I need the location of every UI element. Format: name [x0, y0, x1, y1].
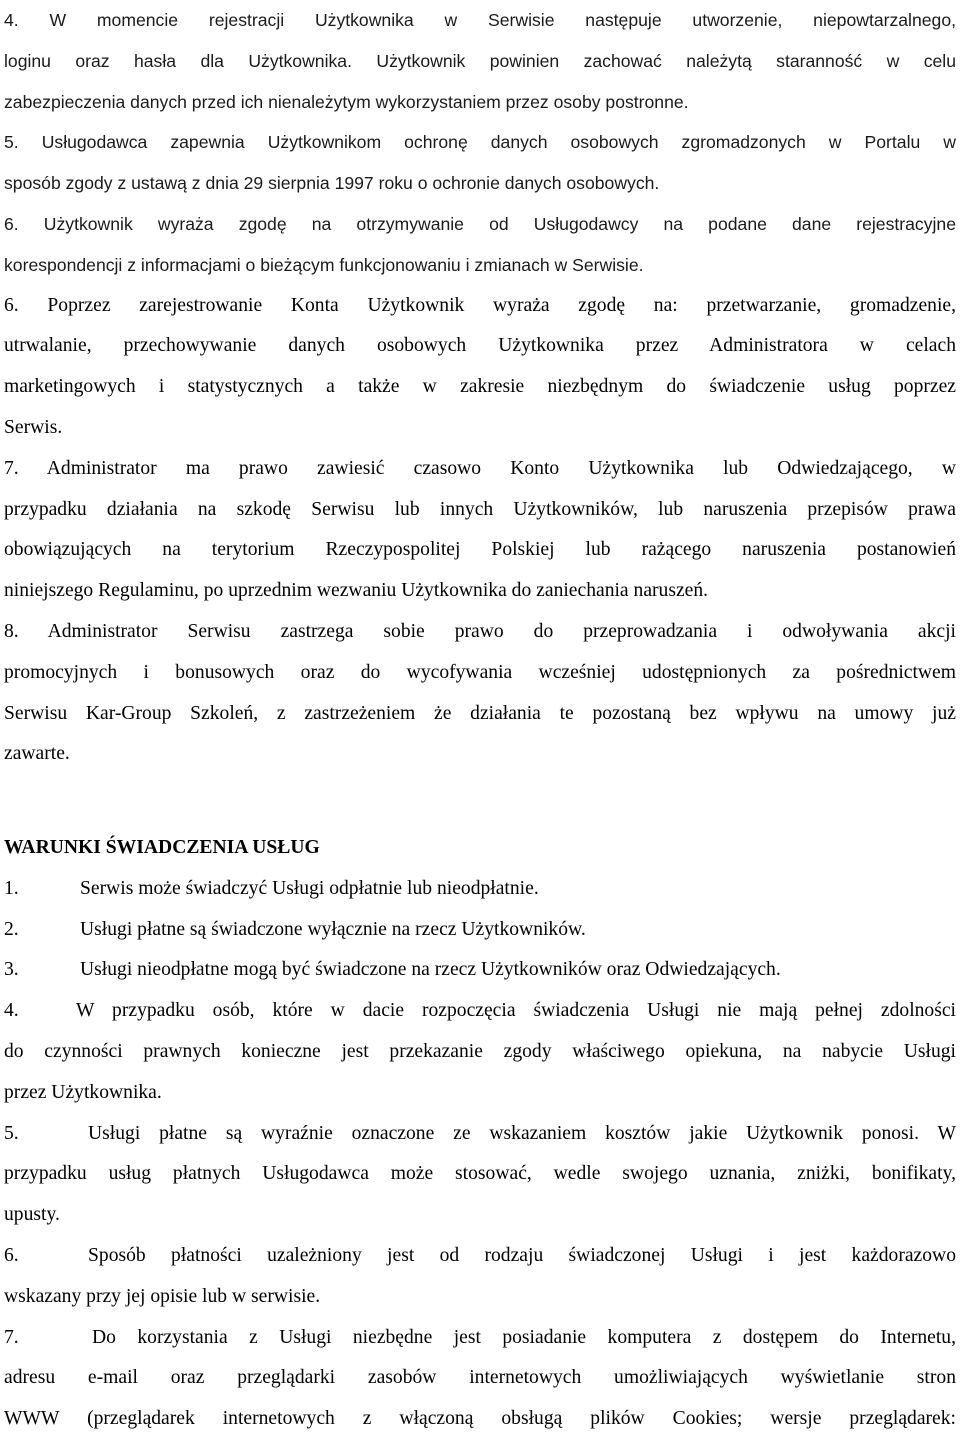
list-item-text: Serwis może świadczyć Usługi odpłatnie lub nieodpłatnie.: [80, 877, 539, 899]
list-item-number: 1.: [4, 877, 19, 899]
paragraph-4-line-2: loginu oraz hasła dla Użytkownika. Użytkownik powinien zachować należytą staranność w celu: [4, 50, 956, 71]
list-item-text: Usługi nieodpłatne mogą być świadczone na rzecz Użytkowników oraz Odwiedzających.: [80, 959, 781, 981]
list-item-5: [4, 1114, 956, 1155]
list-item-number: 5.: [4, 1122, 19, 1144]
list-item-6-line-2: wskazany przy jej opisie lub w serwisie.: [4, 1285, 321, 1307]
list-item-7-line-2: adresu e-mail oraz przeglądarki zasobów internetowych umożliwiających wyświetlanie stron: [4, 1367, 956, 1389]
paragraph-8-line-4: zawarte.: [4, 743, 70, 765]
list-item-number: 7.: [4, 1326, 19, 1348]
paragraph-5-line-2: sposób zgody z ustawą z dnia 29 sierpnia 1997 roku o ochronie danych osobowych.: [4, 173, 660, 194]
list-item-number: 4.: [4, 1000, 19, 1022]
list-item-4-line-3: przez Użytkownika.: [4, 1081, 162, 1103]
paragraph-6a-line-1: 6. Użytkownik wyraża zgodę na otrzymywanie od Usługodawcy na podane dane rejestracyjne: [4, 213, 956, 234]
paragraph-8-line-2: promocyjnych i bonusowych oraz do wycofywania wcześniej udostępnionych za pośrednictwem: [4, 661, 956, 683]
paragraph-6b-line-3: marketingowych i statystycznych a także w zakresie niezbędnym do świadczenie usług poprzez: [4, 376, 956, 398]
paragraph-7-line-1: 7. Administrator ma prawo zawiesić czasowo Konto Użytkownika lub Odwiedzającego, w: [4, 457, 956, 479]
paragraph-6b-line-1: 6. Poprzez zarejestrowanie Konta Użytkownik wyraża zgodę na: przetwarzanie, gromadzenie,: [4, 294, 956, 316]
document-page: [4, 0, 956, 1440]
list-item-6: [4, 1236, 956, 1277]
list-item-number: 6.: [4, 1244, 19, 1266]
paragraph-4-line-3: zabezpieczenia danych przed ich nienależytym wykorzystaniem przez osoby postronne.: [4, 91, 689, 112]
list-item-3: [4, 950, 956, 991]
list-item-number: 3.: [4, 959, 19, 981]
list-item-5-line-3: upusty.: [4, 1204, 60, 1226]
paragraph-7-line-4: niniejszego Regulaminu, po uprzednim wezwaniu Użytkownika do zaniechania naruszeń.: [4, 580, 709, 602]
paragraph-7-line-2: przypadku działania na szkodę Serwisu lub innych Użytkowników, lub naruszenia przepisów prawa: [4, 498, 956, 520]
list-item-7: [4, 1318, 956, 1359]
paragraph-4-line-1: 4. W momencie rejestracji Użytkownika w Serwisie następuje utworzenie, niepowtarzalnego,: [4, 10, 956, 30]
section-heading: WARUNKI ŚWIADCZENIA USŁUG: [4, 836, 320, 858]
list-item-5-line-2: przypadku usług płatnych Usługodawca może stosować, wedle swojego uznania, zniżki, bonifikaty,: [4, 1163, 956, 1185]
list-item-text: Sposób płatności uzależniony jest od rodzaju świadczonej Usługi i jest każdorazowo: [88, 1244, 956, 1266]
list-item-4-line-2: do czynności prawnych konieczne jest przekazanie zgody właściwego opiekuna, na nabycie Usługi: [4, 1040, 956, 1062]
list-item-number: 2.: [4, 918, 19, 940]
paragraph-8-line-1: 8. Administrator Serwisu zastrzega sobie prawo do przeprowadzania i odwoływania akcji: [4, 620, 956, 642]
paragraph-7-line-3: obowiązujących na terytorium Rzeczypospolitej Polskiej lub rażącego naruszenia postanowień: [4, 539, 956, 561]
list-item-text: Usługi płatne są świadczone wyłącznie na rzecz Użytkowników.: [80, 918, 586, 940]
list-item-text: W przypadku osób, które w dacie rozpoczęcia świadczenia Usługi nie mają pełnej zdolności: [76, 1000, 956, 1022]
paragraph-5-line-1: 5. Usługodawca zapewnia Użytkownikom ochronę danych osobowych zgromadzonych w Portalu w: [4, 132, 956, 153]
paragraph-8-line-3: Serwisu Kar-Group Szkoleń, z zastrzeżeniem że działania te pozostaną bez wpływu na umowy już: [4, 702, 956, 724]
paragraph-6a-line-2: korespondencji z informacjami o bieżącym funkcjonowaniu i zmianach w Serwisie.: [4, 254, 644, 275]
list-item-1: [4, 869, 956, 910]
list-item-2: [4, 910, 956, 951]
section-spacer: [4, 775, 956, 816]
list-item-7-line-3: WWW (przeglądarek internetowych z włączoną obsługą plików Cookies; wersje przeglądarek:: [4, 1408, 956, 1430]
paragraph-6b-line-2: utrwalanie, przechowywanie danych osobowych Użytkownika przez Administratora w celach: [4, 335, 956, 357]
list-item-text: Usługi płatne są wyraźnie oznaczone ze wskazaniem kosztów jakie Użytkownik ponosi. W: [88, 1122, 956, 1144]
list-item-text: Do korzystania z Usługi niezbędne jest posiadanie komputera z dostępem do Internetu,: [92, 1326, 956, 1348]
paragraph-6b-line-4: Serwis.: [4, 416, 63, 438]
list-item-4: [4, 991, 956, 1032]
